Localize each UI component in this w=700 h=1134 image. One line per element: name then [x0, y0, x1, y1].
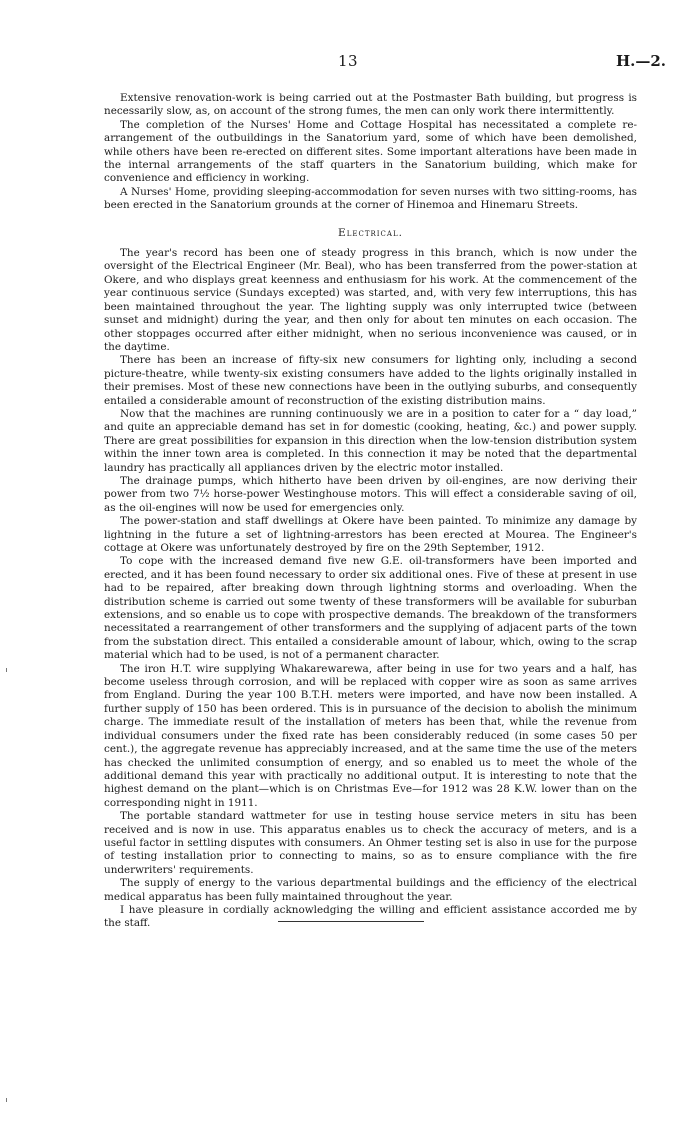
body-paragraph: The completion of the Nurses' Home and Cottage Hospital has necessitated a complete re-arrangement of the outbuildings in the Sanatorium yard, some of which have been demolished, while others have been re-erected on different sites. Some important alterations have been made in the internal arrangements of the staff quarters in the Sanatorium building, which make for convenience and efficiency in working.: [104, 118, 637, 185]
body-paragraph: There has been an increase of fifty-six new consumers for lighting only, including a second picture-theatre, while twenty-six existing consumers have added to the lights originally installed in their premises. Most of these new connections have been in the outlying suburbs, and consequently entailed a considerable amount of reconstruction of the existing distribution mains.: [104, 354, 637, 407]
body-paragraph: Extensive renovation-work is being carried out at the Postmaster Bath building, but progress is necessarily slow, as, on account of the strong fumes, the men can only work there intermittently.: [104, 92, 637, 118]
body-paragraph: A Nurses' Home, providing sleeping-accommodation for seven nurses with two sitting-rooms, has been erected in the Sanatorium grounds at the corner of Hinemoa and Hinemaru Streets.: [104, 185, 637, 212]
closing-rule: [278, 921, 424, 922]
section-heading-electrical: Electrical.: [338, 226, 403, 239]
body-paragraph: The iron H.T. wire supplying Whakarewarewa, after being in use for two years and a half, has become useless through corrosion, and will be replaced with copper wire as soon as same arrives from England. During the year 100 B.T.H. meters were imported, and have now been installed. A further supply of 150 has been ordered. This is in pursuance of the decision to abolish the minimum charge. The immediate result of the installation of meters has been that, while the revenue from individual consumers under the fixed rate has been considerably reduced (in some cases 50 per cent.), the aggregate revenue has appreciably increased, and at the same time the use of the meters has checked the unlimited consumption of energy, and so enabled us to meet the whole of the additional demand this year with practically no additional output. It is interesting to note that the highest demand on the plant—which is on Christmas Eve—for 1912 was 28 K.W. lower than on the corresponding night in 1911.: [104, 662, 637, 809]
body-paragraph: Now that the machines are running continuously we are in a position to cater for a “ day load,” and quite an appreciable demand has set in for domestic (cooking, heating, &c.) and power supply. There are great possibilities for expansion in this direction when the low-tension distribution system within the inner town area is completed. In this connection it may be noted that the departmental laundry has practically all appliances driven by the electric motor installed.: [104, 407, 637, 474]
page-reference: H.—2.: [615, 52, 666, 70]
body-paragraph: The year's record has been one of steady progress in this branch, which is now under the oversight of the Electrical Engineer (Mr. Beal), who has been transferred from the power-station at Okere, and who displays great keenness and enthusiasm for his work. At the commencement of the year continuous service (Sundays excepted) was started, and, with very few interruptions, this has been maintained throughout the year. The lighting supply was only interrupted twice (between sunset and midnight) during the year, and then only for about ten minutes on each occasion. The other stoppages occurred after either midnight, when no serious inconvenience was caused, or in the daytime.: [104, 247, 637, 353]
body-paragraph: The drainage pumps, which hitherto have been driven by oil-engines, are now deriving their power from two 7½ horse-power Westinghouse motors. This will effect a considerable saving of oil, as the oil-engines will now be used for emergencies only.: [104, 474, 637, 514]
body-paragraph: The portable standard wattmeter for use in testing house service meters in situ has been received and is now in use. This apparatus enables us to check the accuracy of meters, and is a useful factor in settling disputes with consumers. An Ohmer testing set is also in use for the purpose of testing installation prior to connecting to mains, so as to ensure compliance with the fire underwriters' requirements.: [104, 810, 637, 876]
margin-mark: [6, 668, 7, 672]
page-body: [104, 92, 637, 931]
body-paragraph: The supply of energy to the various departmental buildings and the efficiency of the electrical medical apparatus has been fully maintained throughout the year.: [104, 877, 637, 903]
body-paragraph: To cope with the increased demand five new G.E. oil-transformers have been imported and erected, and it has been found necessary to order six additional ones. Five of these at present in use had to be repaired, after breaking down through lightning storms and overloading. When the distribution scheme is carried out some twenty of these transformers will be available for suburban extensions, and so enable us to cope with prospective demands. The breakdown of the transformers necessitated a rearrangement of other transformers and the supplying of adjacent parts of the town from the substation direct. This entailed a considerable amount of labour, which, owing to the scrap material which had to be used, is not of a permanent character.: [104, 555, 637, 662]
body-paragraph: The power-station and staff dwellings at Okere have been painted. To minimize any damage by lightning in the future a set of lightning-arrestors has been erected at Mourea. The Engineer's cottage at Okere was unfortunately destroyed by fire on the 29th September, 1912.: [104, 515, 637, 554]
body-paragraph: I have pleasure in cordially acknowledging the willing and efficient assistance accorded me by the staff.: [104, 903, 637, 930]
page-number: 13: [338, 52, 359, 70]
margin-mark: [6, 1098, 7, 1102]
